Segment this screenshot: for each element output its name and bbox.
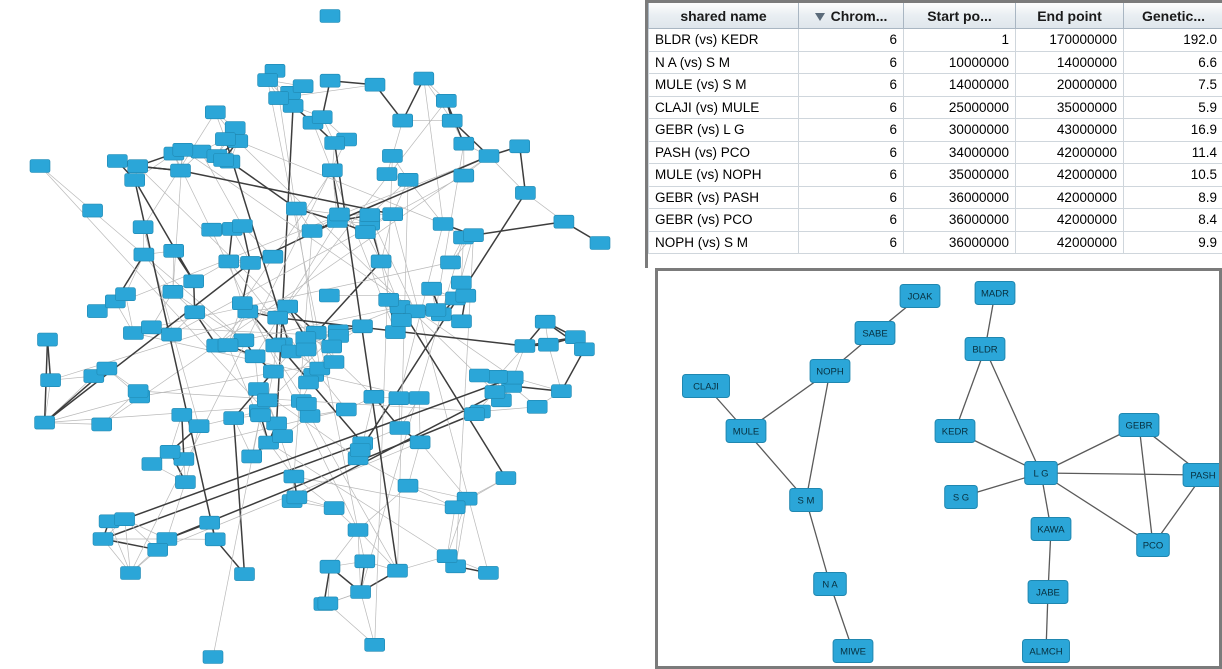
cell-end-point: 42000000 xyxy=(1016,186,1124,209)
cell-shared-name: GEBR (vs) L G xyxy=(649,119,799,142)
network-node[interactable] xyxy=(322,164,342,177)
network-node[interactable] xyxy=(200,516,220,529)
cell-genetic: 6.6 xyxy=(1124,51,1222,74)
network-edge[interactable] xyxy=(955,349,985,431)
network-node[interactable] xyxy=(478,566,498,579)
network-node[interactable] xyxy=(269,92,289,105)
network-node[interactable] xyxy=(87,305,107,318)
network-edge[interactable] xyxy=(548,345,561,392)
cell-chromosome: 6 xyxy=(799,119,904,142)
network-edge[interactable] xyxy=(361,592,375,645)
network-node[interactable] xyxy=(121,567,141,580)
network-node-label: BLDR xyxy=(972,344,998,356)
network-edge[interactable] xyxy=(294,477,455,508)
table-row[interactable] xyxy=(649,96,1222,119)
network-node[interactable] xyxy=(385,326,405,339)
cell-start-point: 30000000 xyxy=(904,119,1016,142)
network-node[interactable] xyxy=(302,225,322,238)
cell-start-point: 14000000 xyxy=(904,74,1016,97)
cell-start-point: 36000000 xyxy=(904,209,1016,232)
network-edge[interactable] xyxy=(109,521,130,573)
network-node[interactable] xyxy=(426,304,446,317)
column-label: Start po... xyxy=(927,7,992,24)
network-node[interactable] xyxy=(574,343,594,356)
network-node[interactable] xyxy=(409,392,429,405)
network-node[interactable] xyxy=(935,420,975,443)
cell-end-point: 42000000 xyxy=(1016,231,1124,254)
network-edge[interactable] xyxy=(447,507,455,556)
network-node[interactable] xyxy=(364,390,384,403)
network-node[interactable] xyxy=(810,360,850,383)
network-node-label: KAWA xyxy=(1037,524,1065,536)
cell-genetic: 5.9 xyxy=(1124,96,1222,119)
network-node[interactable] xyxy=(296,397,316,410)
network-node[interactable] xyxy=(382,149,402,162)
cell-chromosome: 6 xyxy=(799,96,904,119)
cell-shared-name: CLAJI (vs) MULE xyxy=(649,96,799,119)
small-network-svg[interactable] xyxy=(658,271,1219,666)
network-node[interactable] xyxy=(355,555,375,568)
network-node[interactable] xyxy=(1119,414,1159,437)
network-node[interactable] xyxy=(224,412,244,425)
cell-shared-name: PASH (vs) PCO xyxy=(649,141,799,164)
table-row[interactable] xyxy=(649,186,1222,209)
network-node[interactable] xyxy=(172,408,192,421)
network-node[interactable] xyxy=(452,315,472,328)
network-node[interactable] xyxy=(242,450,262,463)
network-node[interactable] xyxy=(164,244,184,257)
cell-genetic: 11.4 xyxy=(1124,141,1222,164)
network-node[interactable] xyxy=(324,356,344,369)
network-node[interactable] xyxy=(393,114,413,127)
network-edge[interactable] xyxy=(985,349,1041,473)
cell-chromosome: 6 xyxy=(799,209,904,232)
network-node[interactable] xyxy=(203,651,223,664)
network-node[interactable] xyxy=(398,173,418,186)
network-node[interactable] xyxy=(377,168,397,181)
network-node[interactable] xyxy=(389,392,409,405)
cell-end-point: 35000000 xyxy=(1016,96,1124,119)
network-node[interactable] xyxy=(900,285,940,308)
table-body[interactable] xyxy=(649,29,1222,254)
network-node[interactable] xyxy=(945,486,978,509)
edge-table[interactable] xyxy=(648,3,1222,254)
network-edge[interactable] xyxy=(292,231,312,501)
network-node-label: NOPH xyxy=(816,366,844,378)
network-node[interactable] xyxy=(263,365,283,378)
network-node[interactable] xyxy=(487,370,507,383)
network-node[interactable] xyxy=(116,288,136,301)
network-node[interactable] xyxy=(128,385,148,398)
network-node[interactable] xyxy=(93,533,113,546)
network-node[interactable] xyxy=(365,78,385,91)
network-node[interactable] xyxy=(320,10,340,23)
cell-genetic: 10.5 xyxy=(1124,164,1222,187)
network-edge[interactable] xyxy=(520,146,526,193)
network-node[interactable] xyxy=(320,560,340,573)
network-node[interactable] xyxy=(173,143,193,156)
network-node[interactable] xyxy=(551,385,571,398)
network-node[interactable] xyxy=(215,133,235,146)
cell-shared-name: GEBR (vs) PCO xyxy=(649,209,799,232)
network-node[interactable] xyxy=(171,164,191,177)
table-row[interactable] xyxy=(649,209,1222,232)
network-node[interactable] xyxy=(300,410,320,423)
network-node[interactable] xyxy=(515,340,535,353)
cell-end-point: 43000000 xyxy=(1016,119,1124,142)
network-node-label: S G xyxy=(952,492,970,504)
network-node[interactable] xyxy=(202,223,222,236)
network-node[interactable] xyxy=(160,445,180,458)
network-edge[interactable] xyxy=(167,482,186,539)
small-network-edges xyxy=(706,293,1203,651)
network-node[interactable] xyxy=(565,331,585,344)
small-network-nodes[interactable] xyxy=(683,282,1220,663)
network-node-label: L G xyxy=(1033,468,1049,480)
network-node[interactable] xyxy=(441,256,461,269)
cell-start-point: 36000000 xyxy=(904,186,1016,209)
network-node[interactable] xyxy=(433,218,453,231)
network-node-label: JOAK xyxy=(907,291,933,303)
network-node[interactable] xyxy=(162,328,182,341)
table-row[interactable] xyxy=(649,29,1222,52)
network-node[interactable] xyxy=(360,209,380,222)
network-node[interactable] xyxy=(1137,534,1170,557)
network-edge[interactable] xyxy=(234,418,245,574)
network-node[interactable] xyxy=(296,343,316,356)
network-node[interactable] xyxy=(319,289,339,302)
network-edge[interactable] xyxy=(806,500,830,584)
cell-shared-name: BLDR (vs) KEDR xyxy=(649,29,799,52)
network-edge[interactable] xyxy=(103,443,363,539)
network-node[interactable] xyxy=(330,208,350,221)
network-node[interactable] xyxy=(456,289,476,302)
network-node[interactable] xyxy=(353,320,373,333)
network-node[interactable] xyxy=(324,502,344,515)
network-node[interactable] xyxy=(214,154,234,167)
cell-shared-name: N A (vs) S M xyxy=(649,51,799,74)
network-node-label: JABE xyxy=(1036,587,1060,599)
column-header-end-point[interactable] xyxy=(1016,3,1124,29)
cell-start-point: 1 xyxy=(904,29,1016,52)
table-row[interactable] xyxy=(649,164,1222,187)
network-node-label: GEBR xyxy=(1125,420,1153,432)
cell-genetic: 16.9 xyxy=(1124,119,1222,142)
network-node[interactable] xyxy=(320,74,340,87)
cell-genetic: 8.9 xyxy=(1124,186,1222,209)
network-node[interactable] xyxy=(451,276,471,289)
filter-icon[interactable] xyxy=(815,13,825,21)
column-header-genetic[interactable] xyxy=(1124,3,1222,29)
column-label: Chrom... xyxy=(830,7,888,24)
cell-end-point: 14000000 xyxy=(1016,51,1124,74)
column-header-shared-name[interactable] xyxy=(649,3,799,29)
network-node[interactable] xyxy=(97,362,117,375)
network-node[interactable] xyxy=(184,275,204,288)
network-node[interactable] xyxy=(286,202,306,215)
network-node[interactable] xyxy=(30,160,50,173)
network-node[interactable] xyxy=(268,311,288,324)
network-node[interactable] xyxy=(232,297,252,310)
network-node[interactable] xyxy=(83,204,103,217)
network-node-label: ALMCH xyxy=(1029,646,1063,658)
network-node[interactable] xyxy=(107,155,127,168)
network-node[interactable] xyxy=(422,282,442,295)
network-node[interactable] xyxy=(390,422,410,435)
network-node[interactable] xyxy=(284,470,304,483)
network-node[interactable] xyxy=(383,208,403,221)
network-node[interactable] xyxy=(92,418,112,431)
network-edge[interactable] xyxy=(806,371,830,500)
network-edge[interactable] xyxy=(1041,473,1203,475)
column-label: shared name xyxy=(680,7,767,24)
network-node[interactable] xyxy=(355,226,375,239)
network-node[interactable] xyxy=(454,169,474,182)
network-node[interactable] xyxy=(965,338,1005,361)
network-node[interactable] xyxy=(379,293,399,306)
network-node[interactable] xyxy=(351,586,371,599)
network-node[interactable] xyxy=(464,408,484,421)
network-node[interactable] xyxy=(142,458,162,471)
network-edge[interactable] xyxy=(1139,425,1153,545)
network-node[interactable] xyxy=(218,339,238,352)
network-node[interactable] xyxy=(496,472,516,485)
network-node[interactable] xyxy=(515,186,535,199)
network-node-label: PASH xyxy=(1190,470,1216,482)
network-node[interactable] xyxy=(814,573,847,596)
network-node[interactable] xyxy=(245,350,265,363)
network-node-label: KEDR xyxy=(941,426,969,438)
network-node[interactable] xyxy=(436,94,456,107)
network-node[interactable] xyxy=(312,111,332,124)
network-node[interactable] xyxy=(134,248,154,261)
network-node[interactable] xyxy=(391,314,411,327)
network-node[interactable] xyxy=(189,420,209,433)
network-node[interactable] xyxy=(318,597,338,610)
network-node-label: MIWE xyxy=(840,646,866,658)
network-node[interactable] xyxy=(1031,518,1071,541)
edge-table-panel[interactable] xyxy=(645,0,1222,268)
network-node[interactable] xyxy=(175,476,195,489)
network-edge[interactable] xyxy=(301,401,397,571)
network-node[interactable] xyxy=(299,376,319,389)
network-node[interactable] xyxy=(388,564,408,577)
network-node[interactable] xyxy=(273,430,293,443)
network-node[interactable] xyxy=(125,174,145,187)
network-node[interactable] xyxy=(1183,464,1219,487)
column-header-start-point[interactable] xyxy=(904,3,1016,29)
right-column xyxy=(645,0,1222,669)
network-node[interactable] xyxy=(38,333,58,346)
network-node-label: SABE xyxy=(862,328,888,340)
cell-chromosome: 6 xyxy=(799,231,904,254)
network-node[interactable] xyxy=(348,524,368,537)
network-node[interactable] xyxy=(263,250,283,263)
network-node[interactable] xyxy=(437,550,457,563)
network-node[interactable] xyxy=(205,533,225,546)
cell-end-point: 170000000 xyxy=(1016,29,1124,52)
network-node[interactable] xyxy=(115,513,135,526)
network-node[interactable] xyxy=(241,256,261,269)
table-header-row xyxy=(649,3,1222,29)
network-node[interactable] xyxy=(365,638,385,651)
cell-chromosome: 6 xyxy=(799,51,904,74)
network-node[interactable] xyxy=(258,74,278,87)
column-label: Genetic... xyxy=(1141,7,1206,24)
small-network-panel[interactable] xyxy=(655,268,1222,669)
network-node[interactable] xyxy=(1023,640,1070,663)
network-node[interactable] xyxy=(683,375,730,398)
network-node[interactable] xyxy=(322,340,342,353)
network-node[interactable] xyxy=(35,416,55,429)
network-node[interactable] xyxy=(128,160,148,173)
network-node[interactable] xyxy=(148,543,168,556)
column-label: End point xyxy=(1037,7,1102,24)
network-node[interactable] xyxy=(205,106,225,119)
network-node[interactable] xyxy=(442,114,462,127)
network-node[interactable] xyxy=(350,444,370,457)
cell-end-point: 42000000 xyxy=(1016,209,1124,232)
network-node[interactable] xyxy=(833,640,873,663)
network-node[interactable] xyxy=(510,140,530,153)
network-node[interactable] xyxy=(219,255,239,268)
network-node[interactable] xyxy=(232,220,252,233)
cell-shared-name: NOPH (vs) S M xyxy=(649,231,799,254)
column-header-chromosome[interactable] xyxy=(799,3,904,29)
network-node[interactable] xyxy=(325,137,345,150)
network-node[interactable] xyxy=(590,237,610,250)
cell-shared-name: GEBR (vs) PASH xyxy=(649,186,799,209)
cell-genetic: 192.0 xyxy=(1124,29,1222,52)
network-node-label: MADR xyxy=(981,288,1009,300)
cell-genetic: 8.4 xyxy=(1124,209,1222,232)
network-node[interactable] xyxy=(293,80,313,93)
cell-start-point: 35000000 xyxy=(904,164,1016,187)
network-node[interactable] xyxy=(1028,581,1068,604)
cell-end-point: 42000000 xyxy=(1016,164,1124,187)
network-node-label: S M xyxy=(797,495,815,507)
network-node[interactable] xyxy=(41,374,61,387)
network-node[interactable] xyxy=(554,215,574,228)
network-node-label: PCO xyxy=(1142,540,1164,552)
network-node[interactable] xyxy=(1025,462,1058,485)
cell-chromosome: 6 xyxy=(799,186,904,209)
network-node[interactable] xyxy=(855,322,895,345)
network-node[interactable] xyxy=(185,306,205,319)
cell-chromosome: 6 xyxy=(799,29,904,52)
cell-end-point: 42000000 xyxy=(1016,141,1124,164)
network-node[interactable] xyxy=(790,489,823,512)
table-row[interactable] xyxy=(649,231,1222,254)
table-row[interactable] xyxy=(649,119,1222,142)
network-node-label: N A xyxy=(822,579,838,591)
cell-start-point: 25000000 xyxy=(904,96,1016,119)
cell-chromosome: 6 xyxy=(799,164,904,187)
cell-end-point: 20000000 xyxy=(1016,74,1124,97)
network-node[interactable] xyxy=(163,285,183,298)
network-node[interactable] xyxy=(535,315,555,328)
table-row[interactable] xyxy=(649,141,1222,164)
network-node[interactable] xyxy=(975,282,1015,305)
network-node-label: MULE xyxy=(732,426,760,438)
network-node[interactable] xyxy=(371,255,391,268)
network-edge[interactable] xyxy=(125,519,131,573)
network-node[interactable] xyxy=(464,229,484,242)
network-node[interactable] xyxy=(235,568,255,581)
network-node[interactable] xyxy=(123,327,143,340)
network-node[interactable] xyxy=(336,403,356,416)
network-node[interactable] xyxy=(410,436,430,449)
network-edge[interactable] xyxy=(381,214,393,261)
network-node[interactable] xyxy=(287,491,307,504)
cell-chromosome: 6 xyxy=(799,141,904,164)
cell-chromosome: 6 xyxy=(799,74,904,97)
network-node-label: CLAJI xyxy=(693,381,719,393)
table-row[interactable] xyxy=(649,74,1222,97)
cell-shared-name: MULE (vs) NOPH xyxy=(649,164,799,187)
network-node[interactable] xyxy=(538,338,558,351)
cell-start-point: 10000000 xyxy=(904,51,1016,74)
network-node[interactable] xyxy=(398,479,418,492)
cell-shared-name: MULE (vs) S M xyxy=(649,74,799,97)
network-node[interactable] xyxy=(445,501,465,514)
table-row[interactable] xyxy=(649,51,1222,74)
network-node[interactable] xyxy=(479,150,499,163)
cell-genetic: 9.9 xyxy=(1124,231,1222,254)
network-node[interactable] xyxy=(726,420,766,443)
network-edge[interactable] xyxy=(474,222,564,236)
network-node[interactable] xyxy=(454,137,474,150)
network-node[interactable] xyxy=(133,221,153,234)
large-network-nodes[interactable] xyxy=(30,10,610,664)
cell-genetic: 7.5 xyxy=(1124,74,1222,97)
network-node[interactable] xyxy=(141,321,161,334)
network-node[interactable] xyxy=(414,72,434,85)
network-node[interactable] xyxy=(251,409,271,422)
cell-start-point: 36000000 xyxy=(904,231,1016,254)
network-node[interactable] xyxy=(527,400,547,413)
network-node[interactable] xyxy=(485,386,505,399)
network-node[interactable] xyxy=(469,369,489,382)
cell-start-point: 34000000 xyxy=(904,141,1016,164)
network-node[interactable] xyxy=(257,394,277,407)
